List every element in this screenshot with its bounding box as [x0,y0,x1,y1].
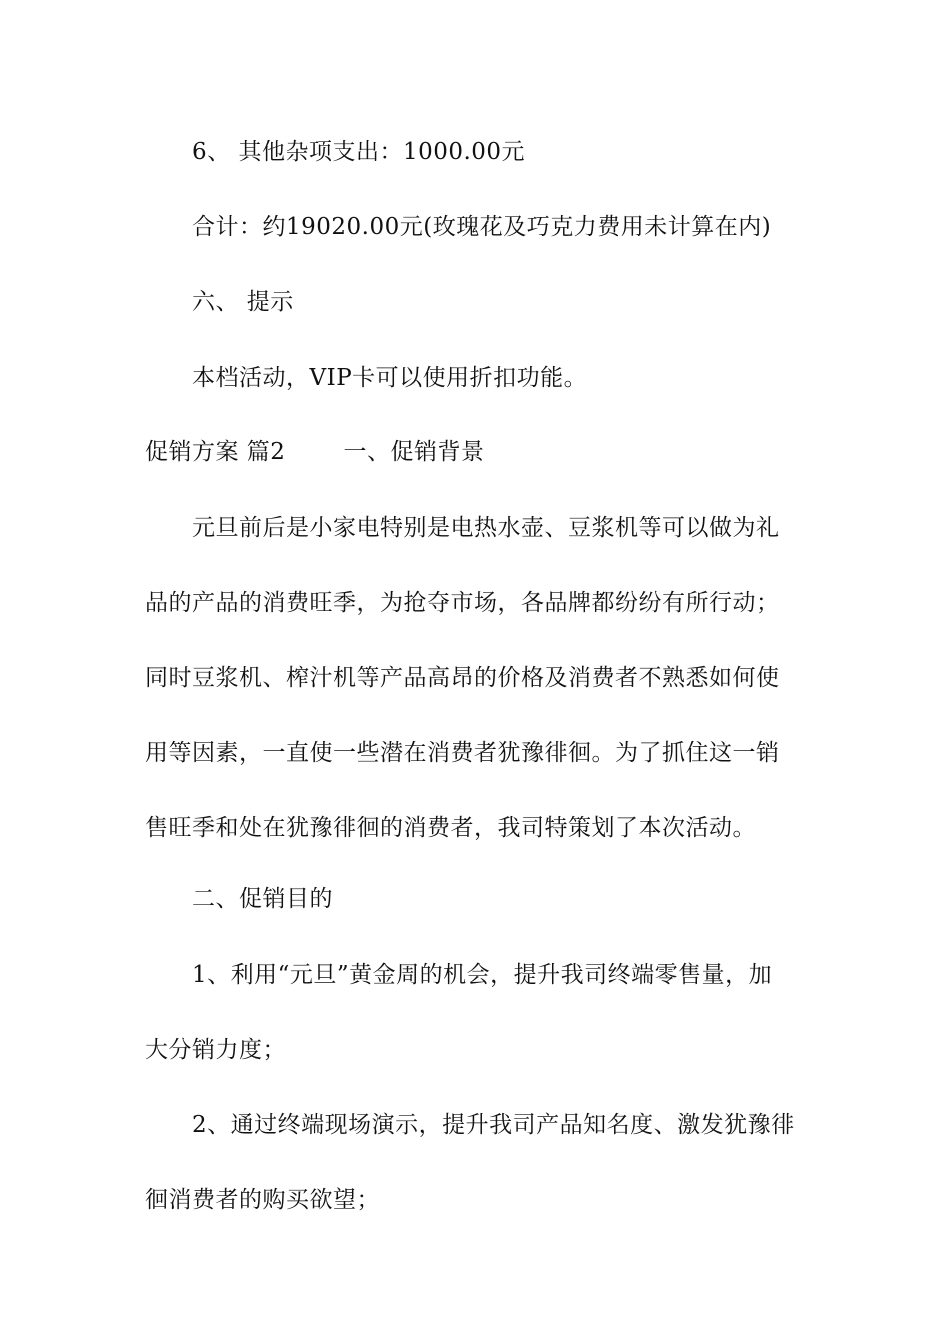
background-paragraph-line: 元旦前后是小家电特别是电热水壶、豆浆机等可以做为礼 [192,515,780,541]
section-heading-tips: 六、 提示 [192,289,294,315]
purpose-item-2-line: 徊消费者的购买欲望； [145,1187,380,1213]
purpose-item-1-line: 大分销力度； [145,1037,286,1063]
plan-title: 促销方案 篇2 [145,439,286,465]
expense-total: 合计：约19020.00元(玫瑰花及巧克力费用未计算在内) [192,214,772,240]
background-paragraph-line: 品的产品的消费旺季，为抢夺市场，各品牌都纷纷有所行动； [145,590,780,616]
background-paragraph-line: 同时豆浆机、榨汁机等产品高昂的价格及消费者不熟悉如何使 [145,665,780,691]
background-paragraph-line: 用等因素，一直使一些潜在消费者犹豫徘徊。为了抓住这一销 [145,740,780,766]
purpose-item-1-line: 1、利用“元旦”黄金周的机会，提升我司终端零售量，加 [192,962,773,988]
background-paragraph-line: 售旺季和处在犹豫徘徊的消费者，我司特策划了本次活动。 [145,815,756,841]
tips-paragraph: 本档活动，VIP卡可以使用折扣功能。 [192,365,588,391]
section-heading-background: 一、促销背景 [343,439,485,465]
plan-title-row [145,436,484,468]
expense-item-6: 6、 其他杂项支出：1000.00元 [192,139,526,165]
purpose-item-2-line: 2、通过终端现场演示，提升我司产品知名度、激发犹豫徘 [192,1112,795,1138]
section-heading-purpose: 二、促销目的 [192,886,333,912]
